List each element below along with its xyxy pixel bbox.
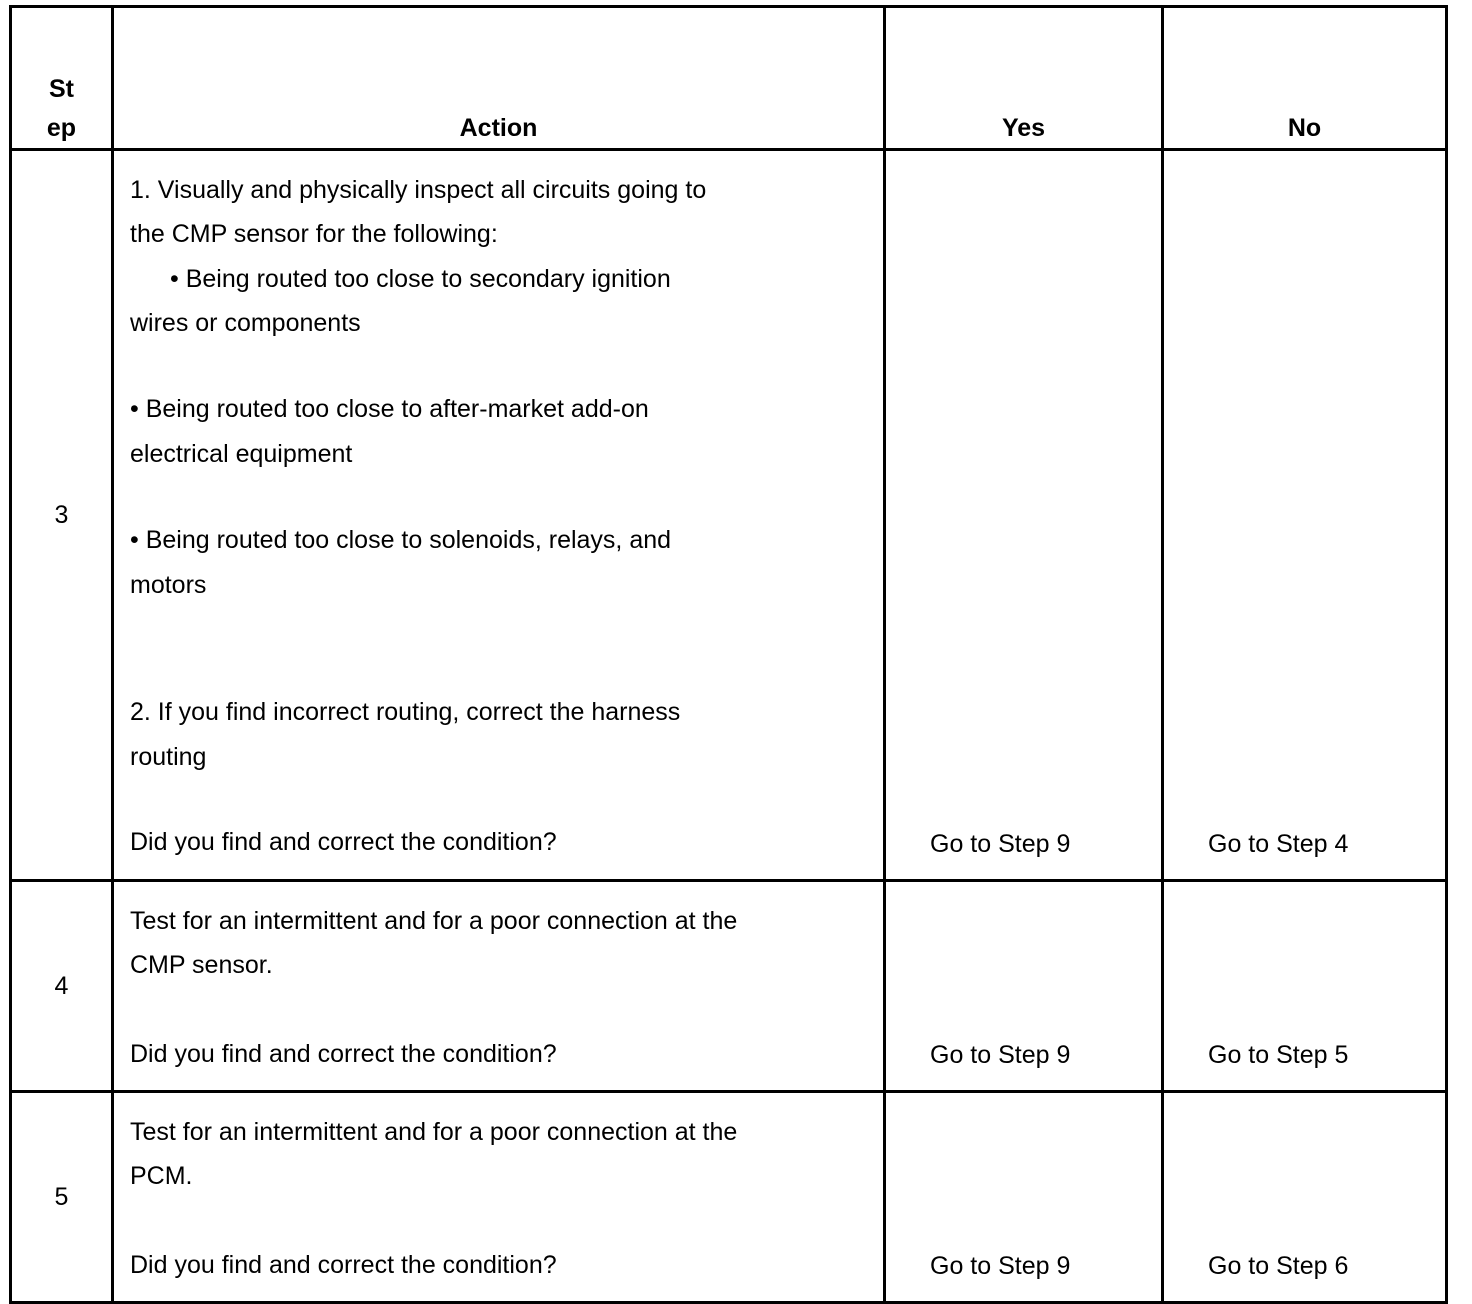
no-cell bbox=[1163, 881, 1447, 1092]
action-line: Test for an intermittent and for a poor connection at the bbox=[130, 907, 738, 935]
action-line: motors bbox=[130, 571, 207, 599]
action-line: routing bbox=[130, 743, 207, 771]
action-line: • Being routed too close to after-market add-on bbox=[130, 395, 649, 423]
table-row bbox=[11, 1092, 1447, 1303]
no-cell bbox=[1163, 150, 1447, 881]
action-cell bbox=[113, 150, 885, 881]
table-row bbox=[11, 881, 1447, 1092]
action-line: electrical equipment bbox=[130, 440, 353, 468]
action-line: PCM. bbox=[130, 1162, 193, 1190]
action-line: 1. Visually and physically inspect all circuits going to bbox=[130, 176, 707, 204]
action-line: 2. If you find incorrect routing, correct the harness bbox=[130, 698, 681, 726]
action-cell bbox=[113, 1092, 885, 1303]
header-step: St ep bbox=[11, 7, 113, 150]
no-result: Go to Step 4 bbox=[1208, 830, 1349, 858]
step-number: 3 bbox=[11, 150, 113, 881]
action-line: • Being routed too close to secondary ignition bbox=[170, 265, 671, 293]
yes-cell bbox=[885, 150, 1163, 881]
step-number: 5 bbox=[11, 1092, 113, 1303]
header-row bbox=[11, 7, 1447, 150]
yes-result: Go to Step 9 bbox=[930, 1252, 1071, 1280]
table-row bbox=[11, 150, 1447, 881]
yes-result: Go to Step 9 bbox=[930, 830, 1071, 858]
action-line: • Being routed too close to solenoids, relays, and bbox=[130, 526, 672, 554]
step-number: 4 bbox=[11, 881, 113, 1092]
yes-cell bbox=[885, 881, 1163, 1092]
action-question: Did you find and correct the condition? bbox=[130, 1251, 557, 1279]
action-line: the CMP sensor for the following: bbox=[130, 220, 498, 248]
no-result: Go to Step 5 bbox=[1208, 1041, 1349, 1069]
no-cell bbox=[1163, 1092, 1447, 1303]
yes-cell bbox=[885, 1092, 1163, 1303]
no-result: Go to Step 6 bbox=[1208, 1252, 1349, 1280]
action-line: wires or components bbox=[130, 309, 361, 337]
header-yes: Yes bbox=[885, 7, 1163, 150]
diagnostic-table bbox=[9, 5, 1448, 1304]
action-cell bbox=[113, 881, 885, 1092]
header-no: No bbox=[1163, 7, 1447, 150]
yes-result: Go to Step 9 bbox=[930, 1041, 1071, 1069]
header-action: Action bbox=[113, 7, 885, 150]
action-line: CMP sensor. bbox=[130, 951, 273, 979]
action-line: Test for an intermittent and for a poor connection at the bbox=[130, 1118, 738, 1146]
action-question: Did you find and correct the condition? bbox=[130, 1040, 557, 1068]
action-question: Did you find and correct the condition? bbox=[130, 828, 557, 856]
